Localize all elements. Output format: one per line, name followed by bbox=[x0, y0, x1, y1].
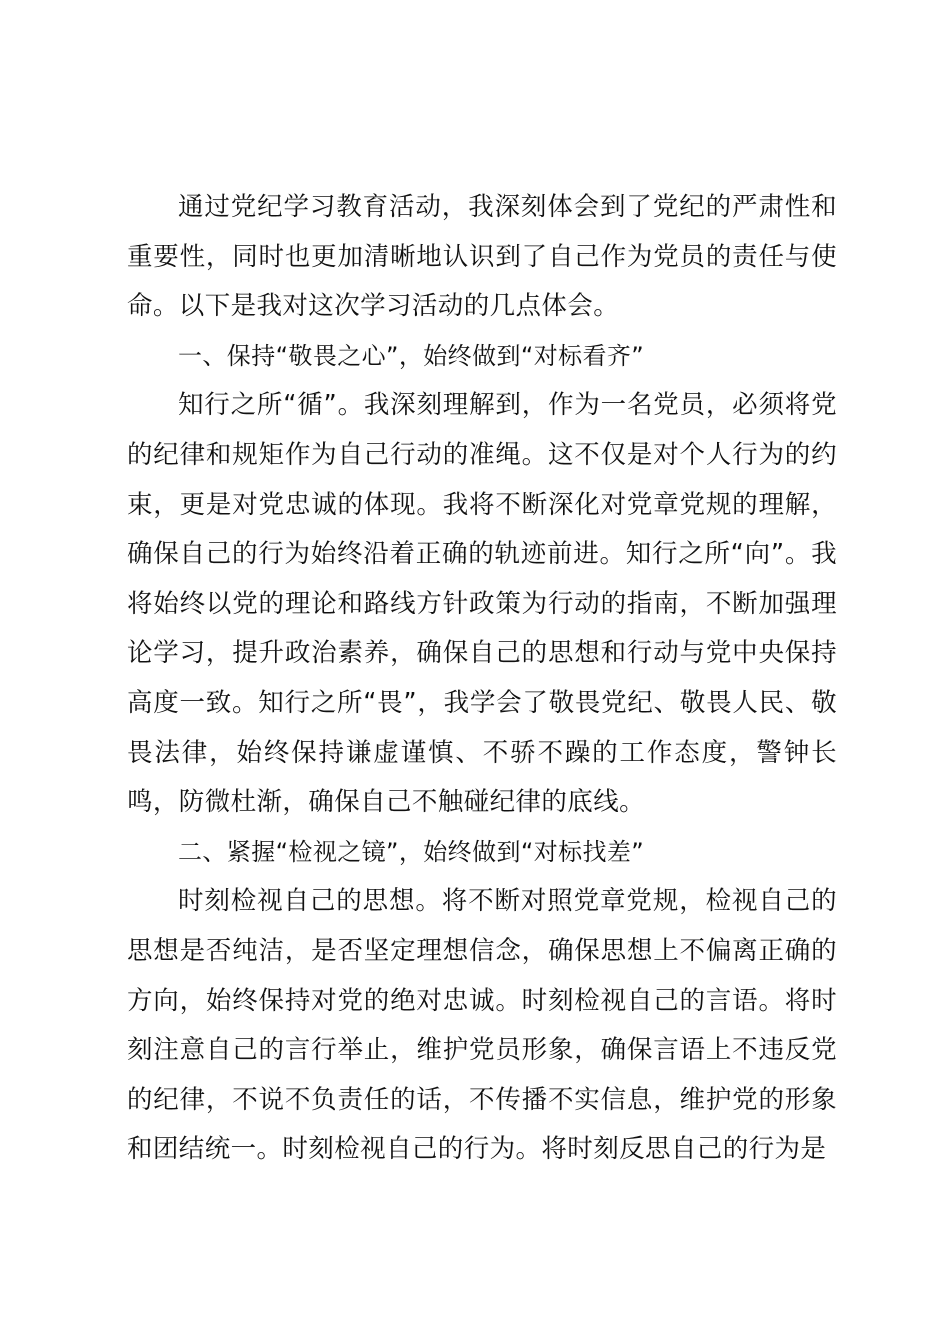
document-body bbox=[127, 183, 837, 1175]
section-heading-1: 一、保持“敬畏之心”，始终做到“对标看齐” bbox=[178, 341, 645, 370]
section-2-paragraph: 时刻检视自己的思想。将不断对照党章党规，检视自己的思想是否纯洁，是否坚定理想信念，确保思想上不偏离正确的方向，始终保持对党的绝对忠诚。时刻检视自己的言语。将时刻注意自己的言行举止，维护党员形象，确保言语上不违反党的纪律，不说不负责任的话，不传播不实信息，维护党的形象和团结统一。时刻检视自己的行为。将时刻反思自己的行为是 bbox=[127, 886, 837, 1165]
intro-paragraph: 通过党纪学习教育活动，我深刻体会到了党纪的严肃性和重要性，同时也更加清晰地认识到了自己作为党员的责任与使命。以下是我对这次学习活动的几点体会。 bbox=[127, 192, 837, 322]
section-heading-2: 二、紧握“检视之镜”，始终做到“对标找差” bbox=[178, 837, 645, 866]
section-1-paragraph: 知行之所“循”。我深刻理解到，作为一名党员，必须将党的纪律和规矩作为自己行动的准绳。这不仅是对个人行为的约束，更是对党忠诚的体现。我将不断深化对党章党规的理解，确保自己的行为始终沿着正确的轨迹前进。知行之所“向”。我将始终以党的理论和路线方针政策为行动的指南，不断加强理论学习，提升政治素养，确保自己的思想和行动与党中央保持高度一致。知行之所“畏”，我学会了敬畏党纪、敬畏人民、敬畏法律，始终保持谦虚谨慎、不骄不躁的工作态度，警钟长鸣，防微杜渐，确保自己不触碰纪律的底线。 bbox=[127, 390, 837, 818]
